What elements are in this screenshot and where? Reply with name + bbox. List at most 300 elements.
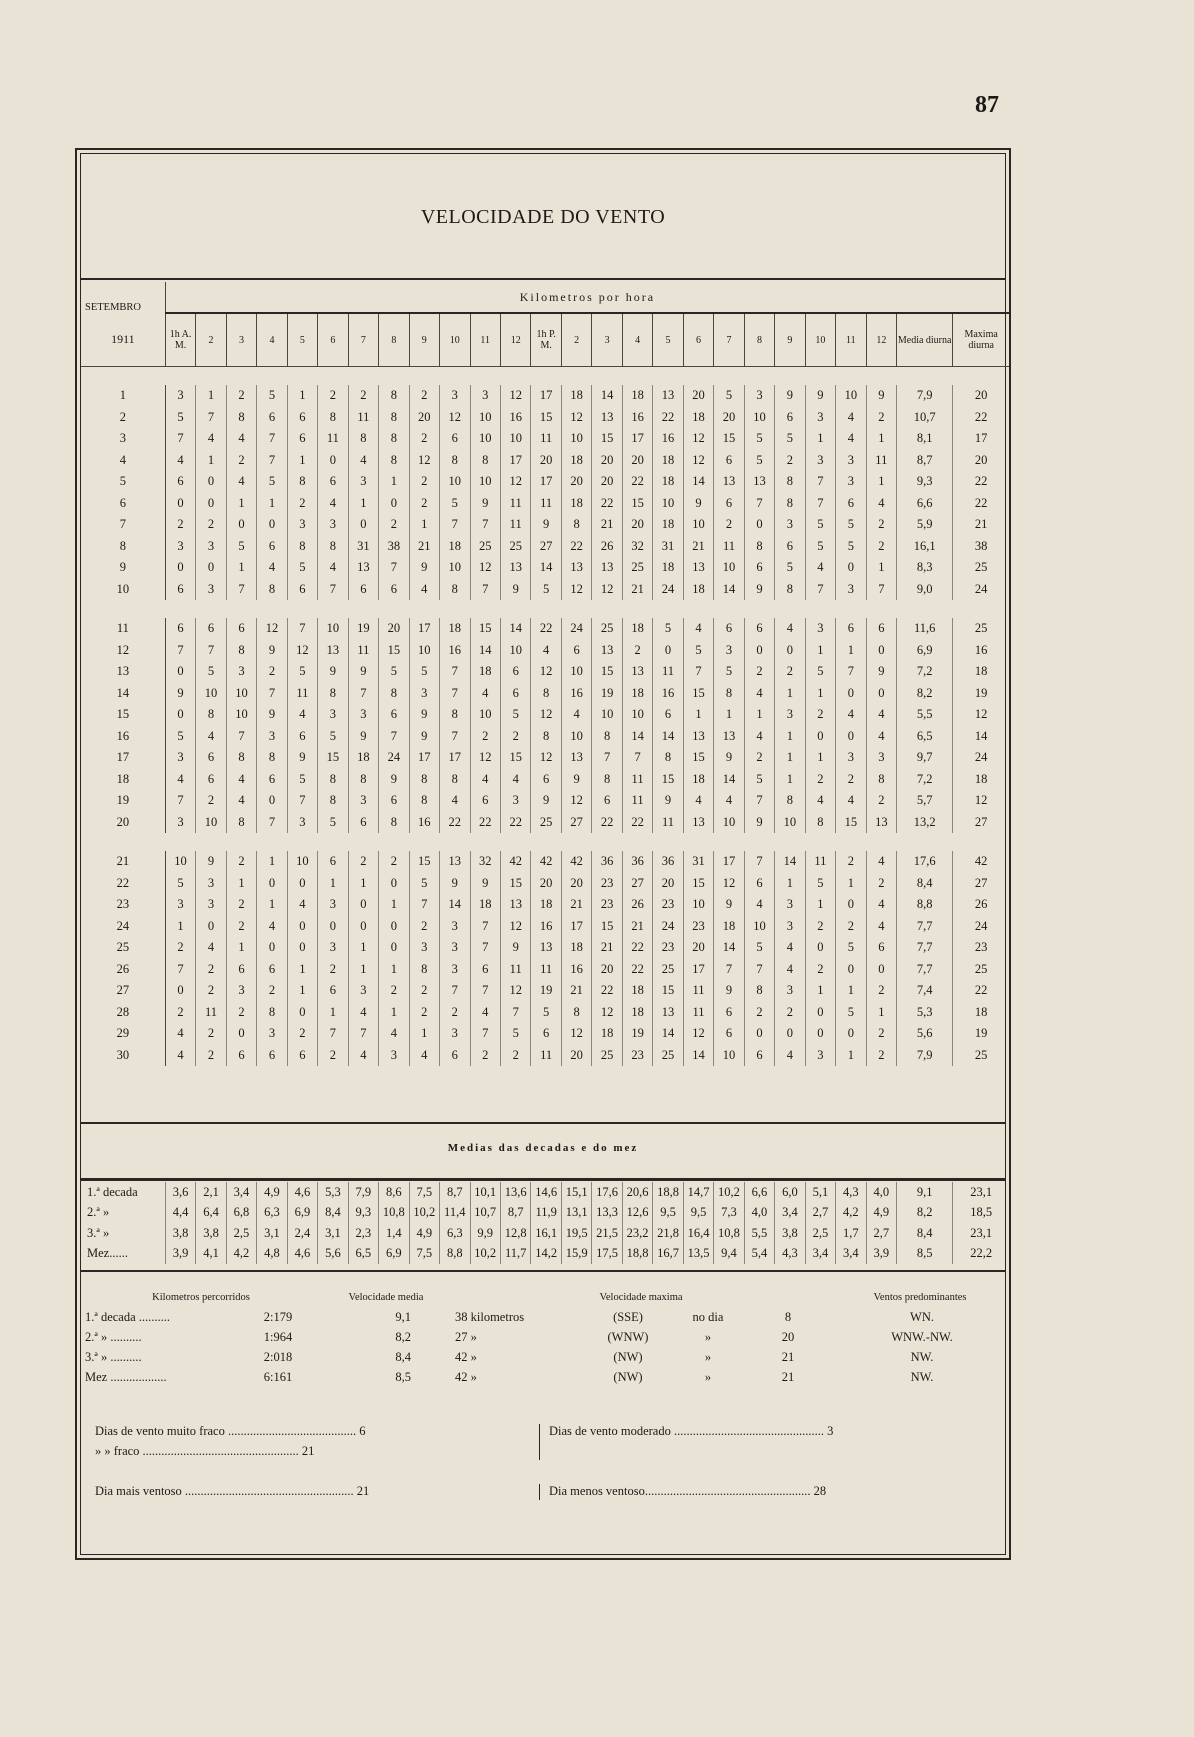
averages-row [81, 1223, 1009, 1244]
speed-cell: 20 [592, 471, 622, 493]
day-cell: 28 [81, 1002, 165, 1024]
table-row [81, 514, 1009, 536]
speed-cell: 10 [683, 894, 713, 916]
summary-spacer [411, 1347, 451, 1367]
speed-cell: 8 [318, 407, 348, 429]
speed-cell: 12 [470, 557, 500, 579]
speed-cell: 20 [561, 873, 591, 895]
speed-cell: 7 [348, 683, 378, 705]
media-diurna-cell: 10,7 [897, 407, 953, 429]
speed-cell: 2 [805, 769, 835, 791]
speed-cell: 1 [196, 385, 226, 407]
speed-cell: 2 [226, 385, 256, 407]
speed-cell: 6 [257, 536, 287, 558]
speed-cell: 3 [348, 980, 378, 1002]
speed-cell: 2 [409, 980, 439, 1002]
speed-cell: 4 [409, 579, 439, 601]
media-diurna-cell: 6,5 [897, 726, 953, 748]
speed-cell: 5 [257, 471, 287, 493]
speed-cell: 6 [257, 1045, 287, 1067]
speed-cell: 1 [257, 851, 287, 873]
speed-cell: 7 [318, 1023, 348, 1045]
no-dia-label: no dia [692, 1309, 724, 1324]
speed-cell: 1 [379, 894, 409, 916]
speed-cell: 17 [622, 428, 652, 450]
speed-cell: 2 [805, 959, 835, 981]
speed-cell: 21 [683, 536, 713, 558]
speed-cell: 4 [287, 704, 317, 726]
speed-cell: 9 [287, 747, 317, 769]
speed-cell: 11 [531, 959, 561, 981]
speed-cell: 22 [622, 812, 652, 834]
speed-cell: 2 [409, 385, 439, 407]
speed-cell: 10 [561, 428, 591, 450]
media-diurna-cell: 8,1 [897, 428, 953, 450]
speed-cell: 36 [653, 851, 683, 873]
speed-cell: 8 [348, 428, 378, 450]
hour-header: 6 [318, 313, 348, 367]
speed-cell: 0 [165, 980, 195, 1002]
speed-cell: 9 [805, 385, 835, 407]
media-diurna-cell: 9,0 [897, 579, 953, 601]
day-cell: 17 [81, 747, 165, 769]
speed-cell: 0 [653, 640, 683, 662]
maxima-diurna-cell: 25 [953, 557, 1009, 579]
speed-cell: 13 [653, 385, 683, 407]
speed-cell: 8 [196, 704, 226, 726]
speed-cell: 1 [226, 937, 256, 959]
average-media-cell: 9,1 [897, 1182, 953, 1203]
speed-cell: 7 [866, 579, 896, 601]
speed-cell: 0 [287, 937, 317, 959]
speed-cell: 24 [561, 618, 591, 640]
speed-cell: 4 [348, 1002, 378, 1024]
speed-cell: 8 [470, 450, 500, 472]
speed-cell: 0 [866, 683, 896, 705]
speed-cell: 1 [348, 959, 378, 981]
speed-cell: 5 [775, 557, 805, 579]
speed-cell: 0 [744, 640, 774, 662]
hour-header: 2 [196, 313, 226, 367]
speed-cell: 12 [561, 790, 591, 812]
speed-cell: 0 [318, 916, 348, 938]
summary-header-km: Kilometros percorridos [152, 1291, 250, 1303]
speed-cell: 8 [226, 407, 256, 429]
average-cell: 6,4 [196, 1203, 226, 1224]
speed-cell: 5 [287, 557, 317, 579]
speed-cell: 5 [196, 661, 226, 683]
speed-cell: 2 [775, 1002, 805, 1024]
maxima-diurna-cell: 20 [953, 450, 1009, 472]
speed-cell: 2 [744, 661, 774, 683]
speed-cell: 4 [866, 493, 896, 515]
media-diurna-cell: 7,9 [897, 385, 953, 407]
table-row [81, 747, 1009, 769]
decade-gap [81, 833, 1009, 851]
speed-cell: 0 [165, 557, 195, 579]
average-maxima-cell: 23,1 [953, 1223, 1009, 1244]
speed-cell: 11 [683, 980, 713, 1002]
speed-cell: 20 [531, 450, 561, 472]
media-diurna-cell: 8,3 [897, 557, 953, 579]
media-diurna-cell: 8,4 [897, 873, 953, 895]
footer-divider-1 [539, 1424, 540, 1460]
speed-cell: 4 [775, 618, 805, 640]
page-title: VELOCIDADE DO VENTO [420, 206, 666, 228]
speed-cell: 2 [165, 1002, 195, 1024]
media-value: 8,2 [395, 1329, 411, 1344]
average-cell: 2,7 [805, 1203, 835, 1224]
speed-cell: 3 [196, 894, 226, 916]
speed-cell: 1 [348, 493, 378, 515]
speed-cell: 24 [653, 916, 683, 938]
speed-cell: 3 [165, 385, 195, 407]
average-cell: 2,1 [196, 1182, 226, 1203]
speed-cell: 1 [226, 557, 256, 579]
media-diurna-cell: 8,2 [897, 683, 953, 705]
speed-cell: 26 [592, 536, 622, 558]
average-cell: 13,5 [683, 1244, 713, 1265]
speed-cell: 1 [409, 1023, 439, 1045]
speed-cell: 10 [714, 1045, 744, 1067]
media-diurna-cell: 13,2 [897, 812, 953, 834]
direction-value: (SSE) [613, 1309, 643, 1324]
month-label: SETEMBRO [81, 282, 165, 313]
average-cell: 6,6 [744, 1182, 774, 1203]
speed-cell: 15 [592, 916, 622, 938]
speed-cell: 23 [653, 937, 683, 959]
speed-cell: 11 [531, 428, 561, 450]
year-label: 1911 [81, 313, 165, 367]
speed-cell: 1 [257, 894, 287, 916]
average-cell: 3,4 [775, 1203, 805, 1224]
speed-cell: 6 [470, 790, 500, 812]
speed-cell: 26 [622, 894, 652, 916]
speed-cell: 22 [653, 407, 683, 429]
speed-cell: 0 [836, 683, 866, 705]
speed-cell: 16 [622, 407, 652, 429]
average-cell: 18,8 [622, 1244, 652, 1265]
speed-cell: 5 [744, 769, 774, 791]
speed-cell: 4 [165, 769, 195, 791]
averages-top-rule [81, 1178, 1005, 1181]
speed-cell: 3 [775, 514, 805, 536]
speed-cell: 10 [500, 428, 530, 450]
average-cell: 7,5 [409, 1182, 439, 1203]
day-cell: 4 [81, 450, 165, 472]
speed-cell: 1 [866, 471, 896, 493]
speed-cell: 14 [531, 557, 561, 579]
speed-cell: 8 [379, 385, 409, 407]
speed-cell: 22 [470, 812, 500, 834]
speed-cell: 2 [196, 1045, 226, 1067]
table-row [81, 385, 1009, 407]
speed-cell: 14 [714, 937, 744, 959]
media-diurna-cell: 16,1 [897, 536, 953, 558]
speed-cell: 18 [470, 661, 500, 683]
average-cell: 7,9 [348, 1182, 378, 1203]
speed-cell: 7 [470, 980, 500, 1002]
speed-cell: 1 [805, 980, 835, 1002]
speed-cell: 1 [318, 873, 348, 895]
speed-cell: 5 [531, 1002, 561, 1024]
media-diurna-cell: 17,6 [897, 851, 953, 873]
speed-cell: 1 [866, 557, 896, 579]
average-cell: 6,3 [257, 1203, 287, 1224]
speed-cell: 10 [683, 514, 713, 536]
speed-cell: 0 [836, 894, 866, 916]
maxima-diurna-cell: 19 [953, 1023, 1009, 1045]
speed-cell: 6 [226, 618, 256, 640]
table-row [81, 536, 1009, 558]
footer-mais-ventoso: Dia mais ventoso ...................................................... 21 [95, 1484, 370, 1498]
direction-value: (NW) [613, 1349, 643, 1364]
speed-cell: 6 [714, 450, 744, 472]
speed-cell: 17 [531, 471, 561, 493]
speed-cell: 5 [440, 493, 470, 515]
speed-cell: 0 [836, 959, 866, 981]
footer-fraco: » » fraco .................................................. 21 [95, 1444, 315, 1458]
speed-cell: 0 [379, 873, 409, 895]
speed-cell: 8 [348, 769, 378, 791]
maxima-diurna-cell: 18 [953, 661, 1009, 683]
media-diurna-cell: 9,3 [897, 471, 953, 493]
speed-cell: 2 [165, 514, 195, 536]
average-cell: 2,4 [287, 1223, 317, 1244]
speed-cell: 10 [561, 661, 591, 683]
speed-cell: 6 [196, 747, 226, 769]
speed-cell: 9 [409, 704, 439, 726]
speed-cell: 10 [440, 557, 470, 579]
speed-cell: 8 [318, 536, 348, 558]
speed-cell: 5 [165, 873, 195, 895]
speed-cell: 2 [287, 1023, 317, 1045]
speed-cell: 2 [744, 1002, 774, 1024]
speed-cell: 1 [836, 873, 866, 895]
speed-cell: 4 [683, 790, 713, 812]
hour-header: 10 [805, 313, 835, 367]
speed-cell: 1 [866, 1002, 896, 1024]
speed-cell: 4 [165, 450, 195, 472]
average-cell: 9,5 [683, 1203, 713, 1224]
speed-cell: 10 [440, 471, 470, 493]
summary-label: 3.ª » .......... [85, 1349, 142, 1364]
speed-cell: 6 [592, 790, 622, 812]
speed-cell: 3 [257, 726, 287, 748]
speed-cell: 9 [196, 851, 226, 873]
direction-value: (WNW) [607, 1329, 649, 1344]
speed-cell: 0 [287, 1002, 317, 1024]
speed-cell: 18 [622, 1002, 652, 1024]
speed-cell: 11 [531, 493, 561, 515]
speed-cell: 16 [409, 812, 439, 834]
speed-cell: 12 [561, 407, 591, 429]
speed-cell: 12 [683, 1023, 713, 1045]
speed-cell: 2 [348, 385, 378, 407]
hour-header: 4 [622, 313, 652, 367]
speed-cell: 18 [714, 916, 744, 938]
speed-cell: 12 [500, 471, 530, 493]
speed-cell: 18 [470, 894, 500, 916]
speed-cell: 12 [592, 1002, 622, 1024]
speed-cell: 3 [440, 959, 470, 981]
summary-spacer [411, 1327, 451, 1347]
speed-cell: 18 [653, 471, 683, 493]
speed-cell: 1 [226, 493, 256, 515]
speed-cell: 1 [775, 726, 805, 748]
speed-cell: 2 [836, 851, 866, 873]
speed-cell: 4 [318, 493, 348, 515]
summary-row [81, 1347, 1009, 1367]
speed-cell: 10 [196, 683, 226, 705]
speed-cell: 5 [744, 428, 774, 450]
table-row [81, 450, 1009, 472]
speed-cell: 3 [440, 385, 470, 407]
summary-label: Mez .................. [85, 1369, 167, 1384]
speed-cell: 8 [805, 812, 835, 834]
speed-cell: 2 [318, 1045, 348, 1067]
wind-speed-table [81, 282, 1009, 1066]
speed-cell: 0 [805, 1002, 835, 1024]
speed-cell: 3 [836, 579, 866, 601]
speed-cell: 32 [622, 536, 652, 558]
speed-cell: 3 [196, 536, 226, 558]
speed-cell: 5 [409, 661, 439, 683]
speed-cell: 20 [683, 937, 713, 959]
speed-cell: 3 [744, 385, 774, 407]
speed-cell: 2 [226, 916, 256, 938]
speed-cell: 13 [714, 471, 744, 493]
speed-cell: 2 [836, 769, 866, 791]
average-cell: 3,8 [196, 1223, 226, 1244]
speed-cell: 15 [714, 428, 744, 450]
speed-cell: 8 [379, 683, 409, 705]
speed-cell: 2 [500, 1045, 530, 1067]
speed-cell: 0 [196, 916, 226, 938]
hour-header: 7 [714, 313, 744, 367]
average-cell: 5,1 [805, 1182, 835, 1203]
speed-cell: 6 [440, 1045, 470, 1067]
summary-row [81, 1367, 1009, 1387]
day-cell: 1 [81, 385, 165, 407]
hour-header: 12 [500, 313, 530, 367]
speed-cell: 9 [714, 894, 744, 916]
speed-cell: 0 [866, 640, 896, 662]
speed-cell: 0 [196, 493, 226, 515]
speed-cell: 0 [348, 514, 378, 536]
speed-cell: 21 [561, 980, 591, 1002]
speed-cell: 6 [318, 980, 348, 1002]
day-cell: 21 [81, 851, 165, 873]
speed-cell: 2 [226, 1002, 256, 1024]
speed-cell: 7 [683, 661, 713, 683]
speed-cell: 2 [257, 661, 287, 683]
average-cell: 6,5 [348, 1244, 378, 1265]
average-media-cell: 8,2 [897, 1203, 953, 1224]
speed-cell: 8 [775, 790, 805, 812]
day-cell: 24 [81, 916, 165, 938]
speed-cell: 25 [653, 959, 683, 981]
speed-cell: 10 [165, 851, 195, 873]
hour-header: 12 [866, 313, 896, 367]
speed-cell: 13 [622, 661, 652, 683]
speed-cell: 8 [287, 471, 317, 493]
average-cell: 8,4 [318, 1203, 348, 1224]
speed-cell: 1 [805, 894, 835, 916]
average-cell: 16,4 [683, 1223, 713, 1244]
average-cell: 3,1 [318, 1223, 348, 1244]
speed-cell: 8 [379, 450, 409, 472]
maxima-diurna-cell: 25 [953, 1045, 1009, 1067]
speed-cell: 0 [165, 493, 195, 515]
speed-cell: 9 [744, 812, 774, 834]
average-cell: 1,7 [836, 1223, 866, 1244]
media-diurna-cell: 7,9 [897, 1045, 953, 1067]
speed-cell: 2 [866, 873, 896, 895]
speed-cell: 7 [500, 1002, 530, 1024]
speed-cell: 7 [226, 726, 256, 748]
speed-cell: 9 [866, 661, 896, 683]
speed-cell: 4 [348, 450, 378, 472]
speed-cell: 5 [805, 536, 835, 558]
speed-cell: 6 [379, 704, 409, 726]
speed-cell: 14 [653, 1023, 683, 1045]
table-frame-inner [80, 153, 1006, 1555]
speed-cell: 1 [226, 873, 256, 895]
speed-cell: 7 [440, 980, 470, 1002]
speed-cell: 5 [531, 579, 561, 601]
speed-cell: 2 [866, 407, 896, 429]
speed-cell: 2 [470, 726, 500, 748]
speed-cell: 7 [287, 618, 317, 640]
speed-cell: 20 [592, 450, 622, 472]
speed-cell: 12 [531, 704, 561, 726]
speed-cell: 1 [379, 959, 409, 981]
speed-cell: 4 [165, 1045, 195, 1067]
speed-cell: 8 [287, 536, 317, 558]
media-diurna-cell: 8,7 [897, 450, 953, 472]
speed-cell: 8 [592, 769, 622, 791]
table-row [81, 851, 1009, 873]
speed-cell: 18 [622, 683, 652, 705]
day-cell: 8 [81, 536, 165, 558]
speed-cell: 11 [622, 769, 652, 791]
speed-cell: 4 [775, 1045, 805, 1067]
max-value: 42 » [455, 1349, 477, 1364]
title-divider [81, 278, 1005, 280]
speed-cell: 3 [348, 790, 378, 812]
speed-cell: 9 [683, 493, 713, 515]
speed-cell: 1 [805, 640, 835, 662]
table-row [81, 980, 1009, 1002]
speed-cell: 13 [348, 557, 378, 579]
speed-cell: 2 [196, 790, 226, 812]
average-cell: 9,3 [348, 1203, 378, 1224]
speed-cell: 15 [622, 493, 652, 515]
speed-cell: 0 [379, 493, 409, 515]
speed-cell: 22 [592, 812, 622, 834]
media-diurna-cell: 5,9 [897, 514, 953, 536]
speed-cell: 15 [653, 980, 683, 1002]
speed-cell: 25 [653, 1045, 683, 1067]
summary-label: 2.ª » .......... [85, 1329, 142, 1344]
speed-cell: 2 [226, 851, 256, 873]
average-cell: 6,8 [226, 1203, 256, 1224]
speed-cell: 9 [165, 683, 195, 705]
speed-cell: 18 [622, 618, 652, 640]
speed-cell: 0 [226, 514, 256, 536]
table-row [81, 493, 1009, 515]
